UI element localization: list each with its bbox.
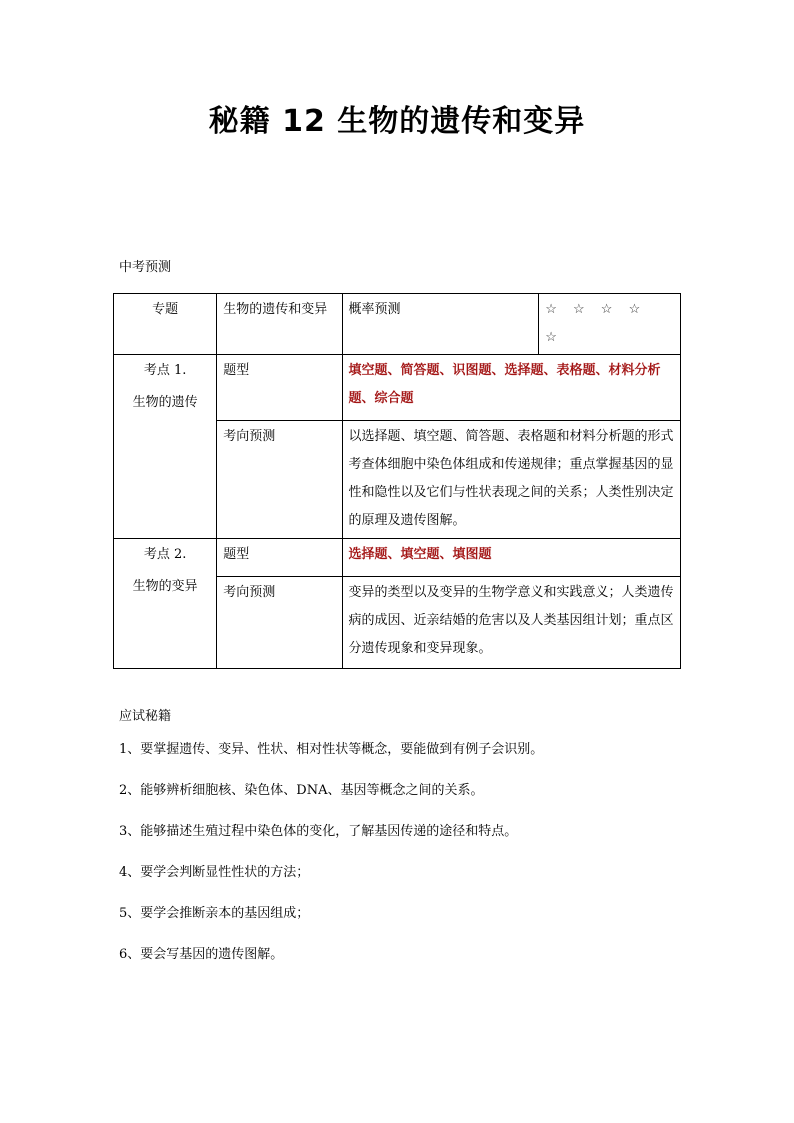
topic-label-cell: 专题 (114, 294, 217, 355)
topic-value-cell: 生物的遗传和变异 (217, 294, 342, 355)
list-item: 6、要会写基因的遗传图解。 (119, 947, 284, 962)
forecast-direction-label: 考向预测 (217, 421, 342, 539)
forecast-direction-value: 变异的类型以及变异的生物学意义和实践意义；人类遗传病的成因、近亲结婚的危害以及人类基因组计划；重点区分遗传现象和变异现象。 (342, 577, 680, 669)
forecast-section-label: 中考预测 (119, 260, 172, 275)
table-row (114, 355, 681, 421)
table-row (114, 539, 681, 577)
question-type-label: 题型 (217, 539, 342, 577)
question-type-value: 选择题、填空题、填图题 (342, 539, 680, 577)
kaodian-1-cell (114, 355, 217, 539)
list-item: 4、要学会判断显性性状的方法； (119, 865, 310, 880)
kaodian-name: 生物的遗传 (132, 395, 198, 410)
forecast-direction-label: 考向预测 (217, 577, 342, 669)
kaodian-2-cell (114, 539, 217, 669)
list-item: 1、要掌握遗传、变异、性状、相对性状等概念，要能做到有例子会识别。 (119, 742, 544, 757)
question-type-value: 填空题、简答题、识图题、选择题、表格题、材料分析题、综合题 (342, 355, 680, 421)
kaodian-number: 考点 1. (143, 363, 187, 378)
probability-stars: ☆ ☆ ☆ ☆ ☆ (539, 294, 681, 355)
probability-label-cell: 概率预测 (342, 294, 539, 355)
kaodian-number: 考点 2. (143, 547, 187, 562)
kaodian-name: 生物的变异 (132, 579, 198, 594)
forecast-table (113, 293, 681, 669)
tips-list (119, 740, 699, 986)
question-type-label: 题型 (217, 355, 342, 421)
list-item: 3、能够描述生殖过程中染色体的变化，了解基因传递的途径和特点。 (119, 824, 518, 839)
list-item: 5、要学会推断亲本的基因组成； (119, 906, 310, 921)
list-item: 2、能够辨析细胞核、染色体、DNA、基因等概念之间的关系。 (119, 783, 484, 798)
page-title: 秘籍 12 生物的遗传和变异 (208, 104, 586, 139)
table-header-row (114, 294, 681, 355)
tips-section-label: 应试秘籍 (119, 709, 172, 724)
forecast-direction-value: 以选择题、填空题、简答题、表格题和材料分析题的形式考查体细胞中染色体组成和传递规律；重点掌握基因的显性和隐性以及它们与性状表现之间的关系；人类性别决定的原理及遗传图解。 (342, 421, 680, 539)
